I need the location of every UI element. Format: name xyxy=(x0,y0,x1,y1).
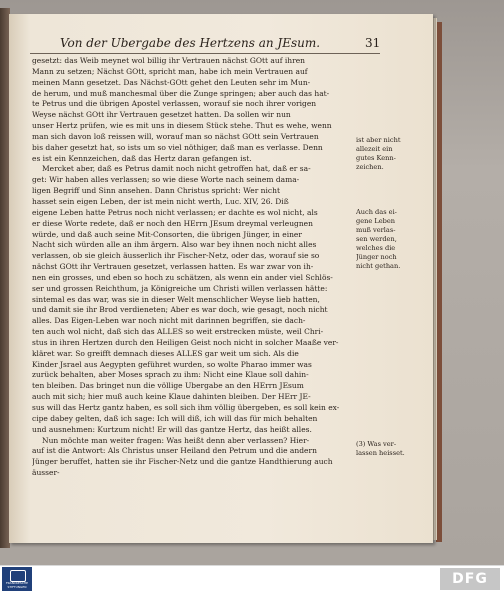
text-line: cipe dabey gelten, daß ich sage: Ich will diß, ich will das für mich behalten xyxy=(32,413,318,423)
text-line: ten bleiben. Das bringet nun die völlige Ubergabe an den HErrn JEsum xyxy=(32,381,304,391)
text-line: bis daher gesetzt hat, so ists um so viel nöthiger, daß man es verlasse. Denn xyxy=(32,142,323,152)
text-line: Kinder Jsrael aus Aegypten geführet wurden, so wolte Pharao immer was xyxy=(32,359,312,369)
margin-note-line: Jünger noch xyxy=(356,253,397,261)
text-line: meinen Mann gesetzet. Das Nächst-GOtt gehet den Leuten sehr im Mun- xyxy=(32,77,311,87)
body-text xyxy=(32,56,346,479)
text-line: und damit sie ihr Brod verdieneten; Aber es war doch, wie gesagt, noch nicht xyxy=(32,305,328,315)
text-line: kläret war. So greifft demnach dieses ALLES gar weit um sich. Als die xyxy=(32,348,299,358)
margin-note-line: (3) Was ver- xyxy=(356,440,397,448)
margin-note-line: gutes Kenn- xyxy=(356,154,396,162)
text-line: auf ist die Antwort: Als Christus unser Heiland den Petrum und die andern xyxy=(32,446,317,456)
text-line: te Petrus und die übrigen Apostel verlassen, worauf sie noch ihrer vorigen xyxy=(32,99,317,109)
text-line: würde, und daß auch seine Mit-Consorten, die übrigen Jünger, in einer xyxy=(32,229,302,239)
text-line: Weyse nächst GOtt ihr Vertrauen gesetzet hatten. Da sollen wir nun xyxy=(32,110,291,120)
text-line: äusser- xyxy=(32,468,60,478)
running-header: Von der Ubergabe des Hertzens an JEsum. xyxy=(59,36,321,50)
margin-note-line: nicht gethan. xyxy=(356,262,401,270)
text-line: Mercket aber, daß es Petrus damit noch nicht getroffen hat, daß er sa- xyxy=(42,164,311,174)
text-line: er diese Worte redete, daß er noch den HErrn JEsum dreymal verleugnen xyxy=(32,218,313,228)
text-line: zurück behalten, aber Moses sprach zu ihm: Nicht eine Klaue soll dahin- xyxy=(32,370,309,380)
margin-note-2 xyxy=(356,208,426,271)
margin-note-line: sen werden, xyxy=(356,235,397,243)
margin-note-3 xyxy=(356,440,426,458)
text-line: Nun möchte man weiter fragen: Was heißt denn aber verlassen? Hier- xyxy=(42,435,310,445)
viewer-footer xyxy=(0,565,504,593)
text-line: Jünger beruffet, hatten sie ihr Fischer-Netz und die gantze Handthierung auch xyxy=(32,457,333,467)
text-line: man sich davon loß reissen will, worauf man so nächst GOtt sein Vertrauen xyxy=(32,131,319,141)
text-line: verlassen, ob sie gleich äusserlich ihr Fischer-Netz, oder das, worauf sie so xyxy=(32,251,320,261)
text-line: und ausnehmen: Kurtzum nicht! Er will das gantze Hertz, das heißt alles. xyxy=(32,424,312,434)
page-number: 31 xyxy=(365,36,381,50)
text-line: sus will das Hertz gantz haben, es soll sich ihm völlig übergeben, es soll kein ex- xyxy=(32,403,340,412)
text-line: hasset sein eigen Leben, der ist mein nicht werth, Luc. XIV, 26. Diß xyxy=(32,196,289,206)
text-line: ser und grossen Reichthum, ja Königreiche um Christi willen verlassen hätte: xyxy=(32,283,328,293)
text-line: alles. Das Eigen-Leben war noch nicht mit darinnen begriffen, sie dach- xyxy=(32,316,306,326)
franckesche-stiftungen-logo xyxy=(2,567,32,591)
text-line: es ist ein Kennzeichen, daß das Hertz daran gefangen ist. xyxy=(32,153,252,163)
text-line: auch mit sich; hier muß auch keine Klaue dahinten bleiben. Der HErr JE- xyxy=(32,392,311,402)
margin-note-line: allezeit ein xyxy=(356,145,393,153)
text-line: sintemal es das war, was sie in dieser Welt menschlicher Weyse lieb hatten, xyxy=(32,294,320,304)
margin-note-line: Auch das ei- xyxy=(356,208,397,216)
margin-note-line: lassen heisset. xyxy=(356,449,405,457)
text-line: Nacht sich würden alle an ihm ärgern. Also war bey ihnen noch nicht alles xyxy=(32,240,317,250)
text-line: ligen Begriff und Sinn ansehen. Dann Christus spricht: Wer nicht xyxy=(32,186,280,196)
text-line: unser Hertz prüfen, wie es mit uns in diesem Stück stehe. Thut es wehe, wenn xyxy=(32,121,332,131)
header-rule xyxy=(30,53,380,54)
margin-note-line: welches die xyxy=(356,244,396,252)
margin-note-line: muß verlas- xyxy=(356,226,396,234)
text-line: nen ein grosses, und eben so hoch zu schätzen, als wenn ein ander viel Schlös- xyxy=(32,272,333,282)
margin-note-1 xyxy=(356,136,426,172)
logo-text-line-2: STIFTUNGEN xyxy=(7,585,27,589)
text-line: Mann zu setzen; Nächst GOtt, spricht man, habe ich mein Vertrauen auf xyxy=(32,66,308,76)
logo-text-line-1: FRANCKESCHE xyxy=(5,581,29,585)
margin-note-line: zeichen. xyxy=(356,163,384,171)
text-line: gesetzt: das Weib meynet wol billig ihr Vertrauen nächst GOtt auf ihren xyxy=(32,56,305,65)
text-line: nächst GOtt ihr Vertrauen gesetzet, verlassen hatten. Es war zwar von ih- xyxy=(32,262,314,272)
text-line: stus in ihren Hertzen durch den Heiligen Geist noch nicht in solcher Maaße ver- xyxy=(32,337,339,347)
dfg-logo: DFG xyxy=(440,568,500,590)
margin-note-line: gene Leben xyxy=(356,217,396,225)
text-line: eigene Leben hatte Petrus noch nicht verlassen; er dachte es wol nicht, als xyxy=(32,207,318,217)
text-line: get: Wir haben alles verlassen; so wie diese Worte nach seinem dama- xyxy=(32,175,300,185)
text-line: ten auch wol nicht, daß sich das ALLES so weit erstrecken müste, weil Chri- xyxy=(32,327,324,337)
text-line: de herum, und muß manchesmal über die Zunge springen; aber auch das hat- xyxy=(32,88,330,98)
margin-note-line: ist aber nicht xyxy=(356,136,401,144)
